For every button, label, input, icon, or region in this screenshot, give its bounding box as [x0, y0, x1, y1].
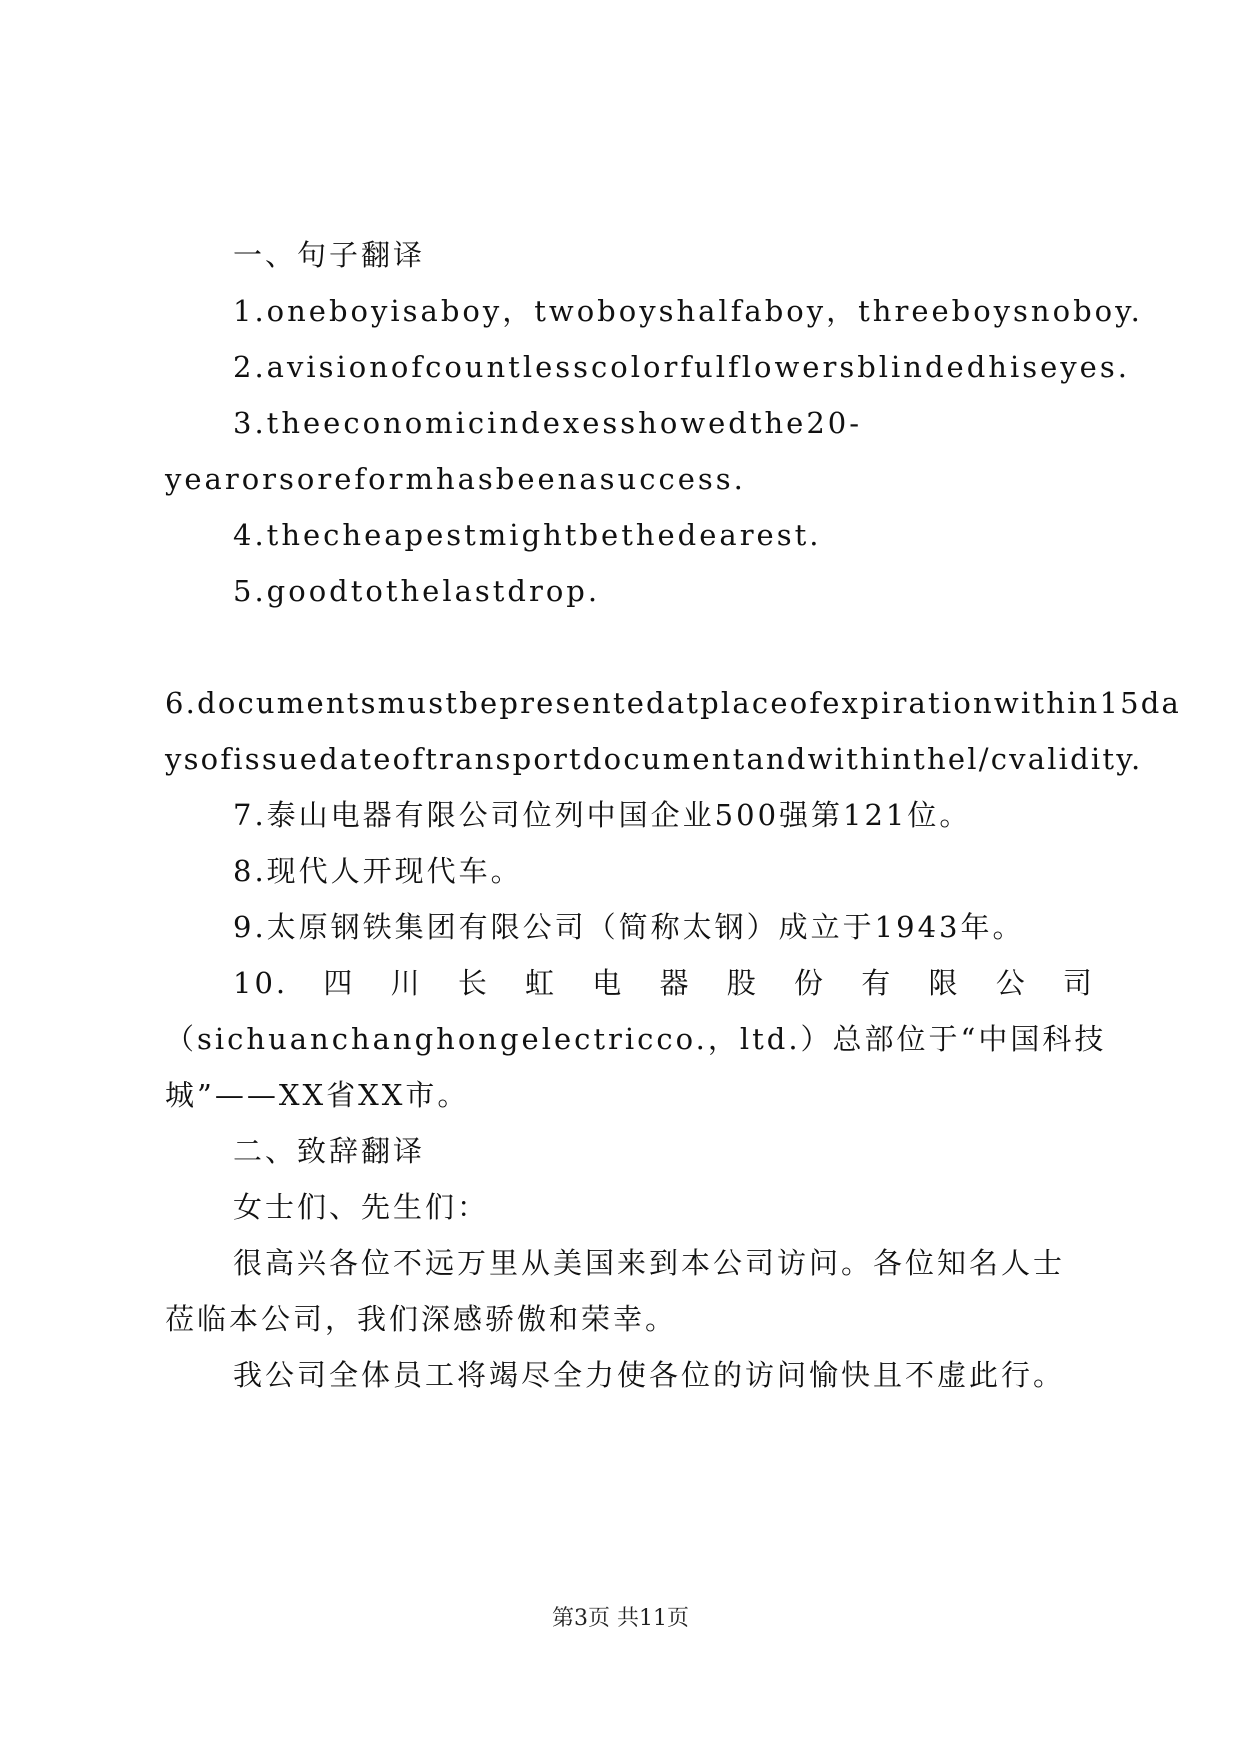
- line-heading-speech-translation: 二、致辞翻译: [233, 1134, 426, 1168]
- line-sentence-8: 8.现代人开现代车。: [233, 854, 523, 888]
- page-footer: 第3页 共11页: [552, 1606, 689, 1631]
- sentence-10-char: 司: [1062, 966, 1095, 1000]
- line-speech-1b: 莅临本公司，我们深感骄傲和荣幸。: [165, 1302, 678, 1336]
- line-speech-2: 我公司全体员工将竭尽全力使各位的访问愉快且不虚此行。: [233, 1358, 1066, 1392]
- line-greeting: 女士们、先生们：: [233, 1190, 490, 1224]
- line-sentence-3a: 3.theeconomicindexesshowedthe20-: [233, 406, 863, 440]
- sentence-10-char: 公: [995, 966, 1028, 1000]
- line-sentence-5: 5.goodtothelastdrop.: [233, 574, 601, 608]
- line-speech-1a: 很高兴各位不远万里从美国来到本公司访问。各位知名人士: [233, 1246, 1066, 1280]
- sentence-10-char: 股: [726, 966, 759, 1000]
- line-sentence-1: 1.oneboyisaboy，twoboyshalfaboy，threeboysnoboy.: [233, 294, 1143, 328]
- line-sentence-4: 4.thecheapestmightbethedearest.: [233, 518, 822, 552]
- sentence-10-char: 长: [457, 966, 490, 1000]
- line-sentence-9: 9.太原钢铁集团有限公司（简称太钢）成立于1943年。: [233, 910, 1025, 944]
- line-sentence-7: 7.泰山电器有限公司位列中国企业500强第121位。: [233, 798, 972, 832]
- line-sentence-2: 2.avisionofcountlesscolorfulflowersblindedhiseyes.: [233, 350, 1130, 384]
- sentence-10-char: 虹: [525, 966, 558, 1000]
- sentence-10-char: 份: [793, 966, 826, 1000]
- line-sentence-3b: yearorsoreformhasbeenasuccess.: [165, 462, 746, 496]
- sentence-10-char: 有: [861, 966, 894, 1000]
- sentence-10-char: 四: [323, 966, 356, 1000]
- sentence-10-char: 电: [592, 966, 625, 1000]
- sentence-10-char: 器: [659, 966, 692, 1000]
- line-sentence-10c: 城”——XX省XX市。: [165, 1078, 470, 1112]
- line-sentence-6b: ysofissuedateoftransportdocumentandwithinthel/cvalidity.: [165, 742, 1143, 776]
- line-sentence-10b: （sichuanchanghongelectricco.，ltd.）总部位于“中国科技: [165, 1022, 1107, 1056]
- line-heading-sentence-translation: 一、句子翻译: [233, 238, 426, 272]
- line-sentence-10a: [233, 963, 1095, 1003]
- sentence-10-char: 川: [390, 966, 423, 1000]
- sentence-10-char: 限: [928, 966, 961, 1000]
- line-sentence-6a: 6.documentsmustbepresentedatplaceofexpirationwithin15da: [165, 686, 1181, 720]
- sentence-10-number: 10.: [233, 966, 289, 1000]
